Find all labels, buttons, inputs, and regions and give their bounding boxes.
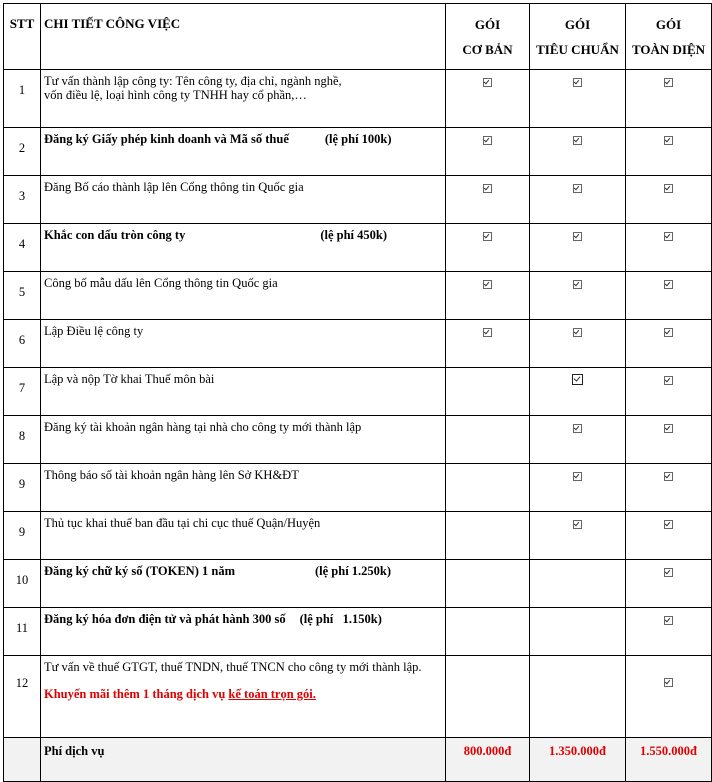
row-description: Đăng ký tài khoản ngân hàng tại nhà cho công ty mới thành lập bbox=[41, 416, 446, 464]
service-package-table bbox=[3, 3, 712, 782]
header-detail: CHI TIẾT CÔNG VIỆC bbox=[41, 4, 446, 70]
table-row bbox=[4, 128, 712, 176]
row-description: Thủ tục khai thuế ban đầu tại chi cục thuế Quận/Huyện bbox=[41, 512, 446, 560]
footer-row bbox=[4, 738, 712, 782]
row-stt: 1 bbox=[4, 70, 41, 128]
checkbox-checked-icon bbox=[664, 678, 673, 687]
checkbox-checked-icon bbox=[664, 568, 673, 577]
table-row bbox=[4, 416, 712, 464]
check-cell-standard bbox=[530, 272, 626, 320]
checkbox-checked-icon bbox=[483, 78, 492, 87]
checkbox-checked-icon bbox=[573, 520, 582, 529]
table-row bbox=[4, 368, 712, 416]
checkbox-checked-icon bbox=[573, 328, 582, 337]
price-full: 1.550.000đ bbox=[626, 738, 712, 782]
table-row bbox=[4, 224, 712, 272]
check-cell-full bbox=[626, 656, 712, 738]
header-package-basic: GÓI CƠ BẢN bbox=[446, 4, 530, 70]
row-description: Đăng ký chữ ký số (TOKEN) 1 năm (lệ phí 1.250k) bbox=[41, 560, 446, 608]
check-cell-full bbox=[626, 368, 712, 416]
checkbox-checked-icon bbox=[483, 328, 492, 337]
row-description: Đăng ký Giấy phép kinh doanh và Mã số thuế (lệ phí 100k) bbox=[41, 128, 446, 176]
checkbox-checked-icon bbox=[664, 328, 673, 337]
checkbox-checked-icon bbox=[664, 472, 673, 481]
check-cell-standard bbox=[530, 176, 626, 224]
check-cell-standard bbox=[530, 608, 626, 656]
check-cell-standard bbox=[530, 320, 626, 368]
row-description bbox=[41, 656, 446, 738]
checkbox-checked-icon bbox=[573, 472, 582, 481]
checkbox-checked-icon bbox=[572, 374, 583, 385]
check-cell-basic bbox=[446, 512, 530, 560]
check-cell-full bbox=[626, 608, 712, 656]
check-cell-full bbox=[626, 224, 712, 272]
row-stt: 12 bbox=[4, 656, 41, 738]
check-cell-basic bbox=[446, 176, 530, 224]
row-description: Tư vấn thành lập công ty: Tên công ty, địa chỉ, ngành nghề, vốn điều lệ, loại hình công ty TNHH hay cổ phần,… bbox=[41, 70, 446, 128]
header-package-standard: GÓI TIÊU CHUẨN bbox=[530, 4, 626, 70]
row-description: Lập Điều lệ công ty bbox=[41, 320, 446, 368]
check-cell-basic bbox=[446, 560, 530, 608]
checkbox-checked-icon bbox=[664, 184, 673, 193]
price-standard: 1.350.000đ bbox=[530, 738, 626, 782]
row-stt: 10 bbox=[4, 560, 41, 608]
check-cell-basic bbox=[446, 608, 530, 656]
check-cell-standard bbox=[530, 464, 626, 512]
row-description: Đăng ký hóa đơn điện tử và phát hành 300 số (lệ phí 1.150k) bbox=[41, 608, 446, 656]
row-description-text: Tư vấn về thuế GTGT, thuế TNDN, thuế TNCN cho công ty mới thành lập. bbox=[44, 660, 422, 674]
checkbox-checked-icon bbox=[664, 232, 673, 241]
row-stt: 11 bbox=[4, 608, 41, 656]
row-description: Công bố mẫu dấu lên Cổng thông tin Quốc gia bbox=[41, 272, 446, 320]
check-cell-standard bbox=[530, 224, 626, 272]
table-row bbox=[4, 512, 712, 560]
checkbox-checked-icon bbox=[573, 136, 582, 145]
check-cell-standard bbox=[530, 512, 626, 560]
row-stt bbox=[4, 738, 41, 782]
check-cell-basic bbox=[446, 416, 530, 464]
row-stt: 9 bbox=[4, 512, 41, 560]
checkbox-checked-icon bbox=[664, 376, 673, 385]
table-row bbox=[4, 272, 712, 320]
table-row bbox=[4, 320, 712, 368]
checkbox-checked-icon bbox=[573, 78, 582, 87]
table-row bbox=[4, 70, 712, 128]
check-cell-basic bbox=[446, 70, 530, 128]
row-stt: 8 bbox=[4, 416, 41, 464]
check-cell-full bbox=[626, 416, 712, 464]
checkbox-checked-icon bbox=[664, 280, 673, 289]
check-cell-basic bbox=[446, 464, 530, 512]
check-cell-standard bbox=[530, 560, 626, 608]
row-stt: 3 bbox=[4, 176, 41, 224]
row-stt: 5 bbox=[4, 272, 41, 320]
checkbox-checked-icon bbox=[483, 280, 492, 289]
row-description: Khắc con dấu tròn công ty (lệ phí 450k) bbox=[41, 224, 446, 272]
checkbox-checked-icon bbox=[573, 424, 582, 433]
check-cell-full bbox=[626, 272, 712, 320]
promo-text: Khuyến mãi thêm 1 tháng dịch vụ kế toán trọn gói. bbox=[44, 687, 316, 701]
check-cell-standard bbox=[530, 368, 626, 416]
check-cell-full bbox=[626, 512, 712, 560]
checkbox-checked-icon bbox=[483, 232, 492, 241]
row-description: Thông báo số tài khoản ngân hàng lên Sở KH&ĐT bbox=[41, 464, 446, 512]
row-stt: 6 bbox=[4, 320, 41, 368]
row-description: Lập và nộp Tờ khai Thuế môn bài bbox=[41, 368, 446, 416]
check-cell-full bbox=[626, 560, 712, 608]
row-stt: 7 bbox=[4, 368, 41, 416]
table-row bbox=[4, 608, 712, 656]
check-cell-basic bbox=[446, 368, 530, 416]
row-stt: 2 bbox=[4, 128, 41, 176]
table-row bbox=[4, 176, 712, 224]
header-stt: STT bbox=[4, 4, 41, 70]
check-cell-standard bbox=[530, 416, 626, 464]
check-cell-full bbox=[626, 176, 712, 224]
check-cell-basic bbox=[446, 224, 530, 272]
checkbox-checked-icon bbox=[664, 520, 673, 529]
check-cell-full bbox=[626, 464, 712, 512]
checkbox-checked-icon bbox=[573, 280, 582, 289]
check-cell-full bbox=[626, 320, 712, 368]
checkbox-checked-icon bbox=[664, 78, 673, 87]
footer-label: Phí dịch vụ bbox=[41, 738, 446, 782]
row-stt: 9 bbox=[4, 464, 41, 512]
header-package-full: GÓI TOÀN DIỆN bbox=[626, 4, 712, 70]
checkbox-checked-icon bbox=[664, 616, 673, 625]
checkbox-checked-icon bbox=[483, 136, 492, 145]
price-basic: 800.000đ bbox=[446, 738, 530, 782]
check-cell-full bbox=[626, 128, 712, 176]
row-stt: 4 bbox=[4, 224, 41, 272]
checkbox-checked-icon bbox=[664, 424, 673, 433]
table-row bbox=[4, 464, 712, 512]
table-row bbox=[4, 656, 712, 738]
check-cell-basic bbox=[446, 656, 530, 738]
checkbox-checked-icon bbox=[483, 184, 492, 193]
check-cell-basic bbox=[446, 320, 530, 368]
check-cell-full bbox=[626, 70, 712, 128]
row-description: Đăng Bố cáo thành lập lên Cổng thông tin Quốc gia bbox=[41, 176, 446, 224]
check-cell-standard bbox=[530, 128, 626, 176]
checkbox-checked-icon bbox=[664, 136, 673, 145]
check-cell-basic bbox=[446, 128, 530, 176]
check-cell-standard bbox=[530, 656, 626, 738]
check-cell-basic bbox=[446, 272, 530, 320]
checkbox-checked-icon bbox=[573, 184, 582, 193]
checkbox-checked-icon bbox=[573, 232, 582, 241]
table-row bbox=[4, 560, 712, 608]
table-header-row bbox=[4, 4, 712, 70]
check-cell-standard bbox=[530, 70, 626, 128]
